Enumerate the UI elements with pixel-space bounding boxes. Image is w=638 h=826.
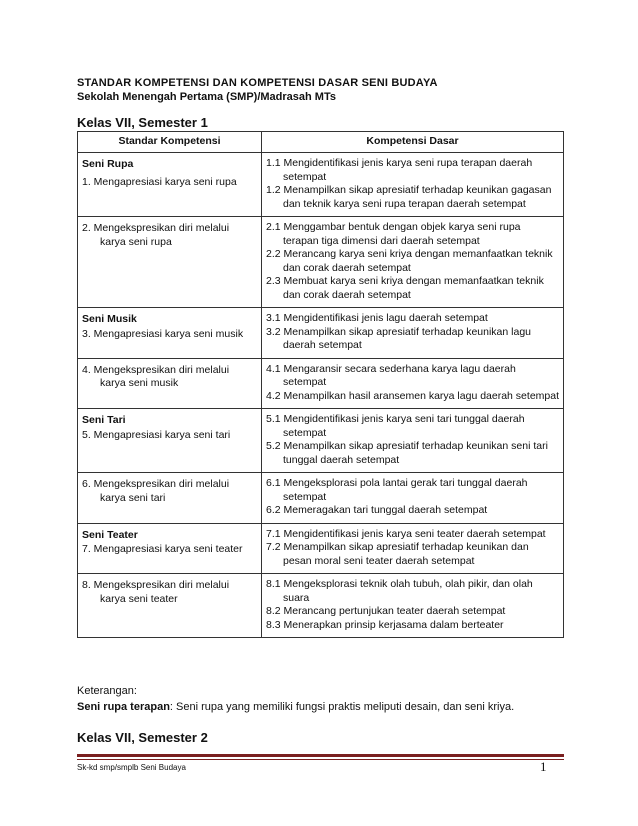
- standar-kompetensi-text: 6. Mengekspresikan diri melalui karya seni tari: [82, 478, 230, 504]
- standar-kompetensi-text: 1. Mengapresiasi karya seni rupa: [82, 175, 237, 188]
- kompetensi-dasar-item: 8.1 Mengeksplorasi teknik olah tubuh, olah pikir, dan olah suara: [266, 578, 533, 604]
- kompetensi-dasar-item: 2.2 Merancang karya seni kriya dengan memanfaatkan teknik dan corak daerah setempat: [266, 248, 553, 274]
- semester-1-heading: Kelas VII, Semester 1: [77, 115, 208, 130]
- kompetensi-dasar-item: 7.1 Mengidentifikasi jenis karya seni teater daerah setempat: [266, 527, 546, 540]
- kompetensi-dasar-item: 4.1 Mengaransir secara sederhana karya lagu daerah setempat: [266, 362, 516, 388]
- art-category-label: Seni Rupa: [82, 158, 134, 170]
- table-row: [78, 409, 564, 473]
- document-title: STANDAR KOMPETENSI DAN KOMPETENSI DASAR SENI BUDAYA: [77, 77, 438, 89]
- kompetensi-dasar-item: 8.2 Merancang pertunjukan teater daerah setempat: [266, 605, 506, 617]
- standar-kompetensi-cell: [78, 574, 262, 638]
- competency-table: [77, 131, 564, 638]
- kompetensi-dasar-item: 6.2 Memeragakan tari tunggal daerah setempat: [266, 504, 488, 516]
- table-row: [78, 308, 564, 359]
- kompetensi-dasar-item: 3.2 Menampilkan sikap apresiatif terhadap keunikan lagu daerah setempat: [266, 325, 531, 351]
- kompetensi-dasar-item: 5.1 Mengidentifikasi jenis karya seni tari tunggal daerah setempat: [266, 413, 525, 439]
- standar-kompetensi-cell: [78, 473, 262, 524]
- standar-kompetensi-cell: [78, 358, 262, 409]
- header-standar-kompetensi: Standar Kompetensi: [78, 132, 262, 153]
- table-row: [78, 473, 564, 524]
- kompetensi-dasar-cell: [262, 308, 564, 359]
- standar-kompetensi-cell: [78, 217, 262, 308]
- keterangan-label: Keterangan:: [77, 685, 137, 697]
- table-row: [78, 574, 564, 638]
- semester-2-heading: Kelas VII, Semester 2: [77, 730, 208, 745]
- keterangan-term: Seni rupa terapan: [77, 701, 170, 713]
- keterangan-definition: : Seni rupa yang memiliki fungsi praktis meliputi desain, dan seni kriya.: [169, 701, 515, 713]
- art-category-label: Seni Musik: [82, 313, 137, 325]
- standar-kompetensi-text: 7. Mengapresiasi karya seni teater: [82, 543, 243, 555]
- header-kompetensi-dasar: Kompetensi Dasar: [262, 132, 564, 153]
- kompetensi-dasar-item: 3.1 Mengidentifikasi jenis lagu daerah setempat: [266, 312, 488, 324]
- keterangan-text: [77, 700, 514, 714]
- standar-kompetensi-cell: [78, 523, 262, 574]
- kompetensi-dasar-cell: [262, 409, 564, 473]
- kompetensi-dasar-item: 4.2 Menampilkan hasil aransemen karya lagu daerah setempat: [266, 389, 560, 402]
- table-row: [78, 153, 564, 217]
- footer-divider: [77, 754, 564, 757]
- document-subtitle: Sekolah Menengah Pertama (SMP)/Madrasah MTs: [77, 91, 336, 103]
- page-number: 1: [540, 759, 547, 774]
- kompetensi-dasar-cell: [262, 523, 564, 574]
- kompetensi-dasar-cell: [262, 358, 564, 409]
- standar-kompetensi-text: 4. Mengekspresikan diri melalui karya seni musik: [82, 363, 230, 389]
- table-row: [78, 523, 564, 574]
- kompetensi-dasar-item: 2.1 Menggambar bentuk dengan objek karya seni rupa terapan tiga dimensi dari daerah setempat: [266, 221, 521, 247]
- kompetensi-dasar-cell: [262, 153, 564, 217]
- kompetensi-dasar-cell: [262, 473, 564, 524]
- table-row: [78, 358, 564, 409]
- footer-text: Sk-kd smp/smplb Seni Budaya: [77, 763, 186, 772]
- kompetensi-dasar-item: 1.1 Mengidentifikasi jenis karya seni rupa terapan daerah setempat: [266, 157, 533, 183]
- art-category-label: Seni Teater: [82, 528, 138, 541]
- standar-kompetensi-cell: [78, 409, 262, 473]
- standar-kompetensi-cell: [78, 308, 262, 359]
- kompetensi-dasar-item: 8.3 Menerapkan prinsip kerjasama dalam berteater: [266, 618, 504, 631]
- standar-kompetensi-text: 5. Mengapresiasi karya seni tari: [82, 428, 231, 441]
- kompetensi-dasar-item: 7.2 Menampilkan sikap apresiatif terhadap keunikan dan pesan moral seni teater daerah setempat: [266, 541, 529, 567]
- table-header-row: [78, 132, 564, 153]
- kompetensi-dasar-item: 1.2 Menampilkan sikap apresiatif terhadap keunikan gagasan dan teknik karya seni rupa terapan daerah setempat: [266, 184, 552, 210]
- kompetensi-dasar-cell: [262, 217, 564, 308]
- kompetensi-dasar-item: 5.2 Menampilkan sikap apresiatif terhadap keunikan seni tari tunggal daerah setempat: [266, 440, 548, 466]
- kompetensi-dasar-cell: [262, 574, 564, 638]
- table-body: [78, 153, 564, 638]
- footer-divider-thin: [77, 759, 564, 760]
- kompetensi-dasar-item: 6.1 Mengeksplorasi pola lantai gerak tari tunggal daerah setempat: [266, 477, 528, 503]
- standar-kompetensi-text: 8. Mengekspresikan diri melalui karya seni teater: [82, 579, 230, 605]
- table-row: [78, 217, 564, 308]
- kompetensi-dasar-item: 2.3 Membuat karya seni kriya dengan memanfaatkan teknik dan corak daerah setempat: [266, 275, 544, 301]
- standar-kompetensi-text: 2. Mengekspresikan diri melalui karya seni rupa: [82, 222, 230, 248]
- standar-kompetensi-cell: [78, 153, 262, 217]
- art-category-label: Seni Tari: [82, 414, 126, 426]
- standar-kompetensi-text: 3. Mengapresiasi karya seni musik: [82, 327, 244, 340]
